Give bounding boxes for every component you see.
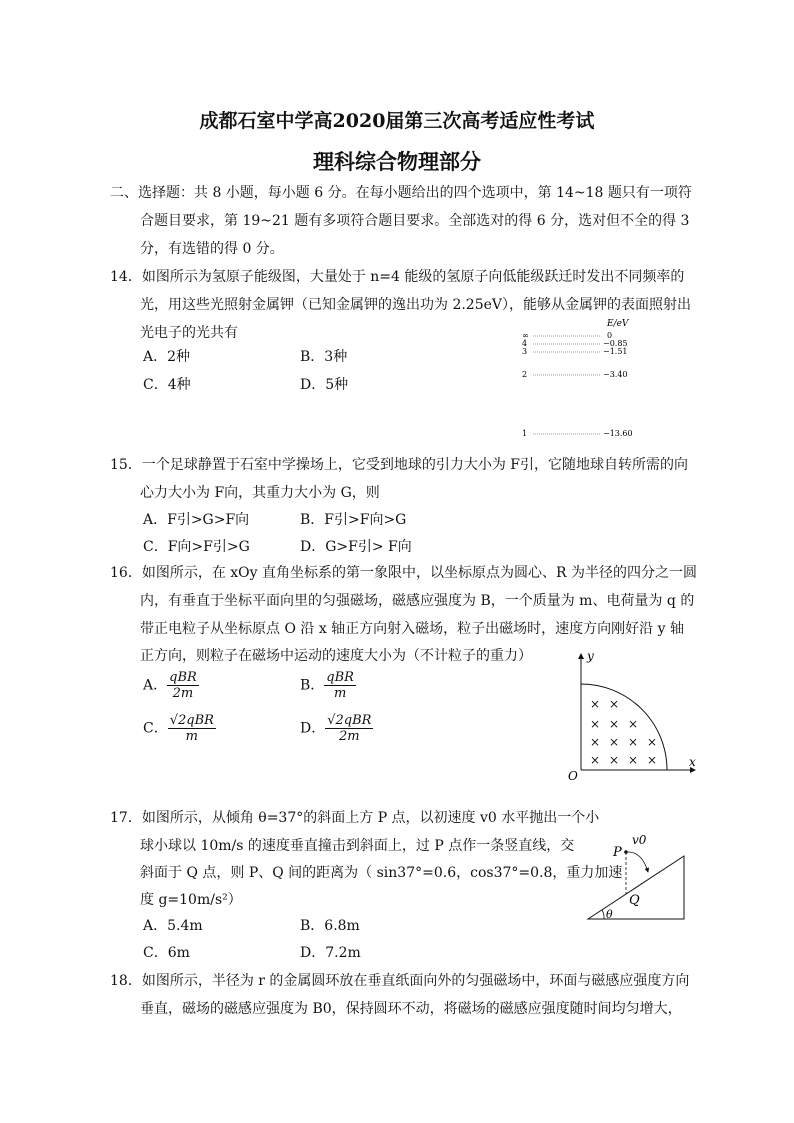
- level-e-1: −13.60: [603, 429, 633, 438]
- exam-title: 成都石室中学高2020届第三次高考适应性考试: [199, 110, 595, 132]
- level-n-3: 3: [522, 347, 528, 356]
- level-n-4: 4: [522, 339, 528, 348]
- level-e-inf: 0: [607, 331, 613, 340]
- q14-option-c[interactable]: C．4种: [143, 377, 191, 393]
- q16-option-c[interactable]: [143, 713, 216, 744]
- cross-mark: ×: [628, 735, 639, 749]
- q15-option-c[interactable]: C．F向>F引>G: [143, 539, 250, 555]
- cross-mark: ×: [609, 735, 620, 749]
- q14-line-1: 14．如图所示为氢原子能级图，大量处于 n=4 能级的氢原子向低能级跃迁时发出不同频率的: [110, 269, 685, 285]
- q16-line-2: 内，有垂直于坐标平面向里的匀强磁场，磁感应强度为 B，一个质量为 m、电荷量为 q 的: [140, 593, 695, 609]
- cross-mark: ×: [590, 697, 601, 711]
- q17-option-a[interactable]: A．5.4m: [143, 918, 203, 934]
- level-e-4: −0.85: [603, 339, 628, 348]
- x-axis-label: x: [689, 755, 696, 769]
- energy-level-diagram: [515, 314, 645, 444]
- label-p: P: [613, 845, 622, 860]
- q15-option-d[interactable]: D．G>F引> F向: [300, 539, 412, 555]
- q14-option-d[interactable]: D．5种: [300, 377, 349, 393]
- q16-option-b-den: m: [333, 686, 347, 701]
- q16-option-b-num: qBR: [326, 670, 354, 685]
- incline-triangle: [588, 856, 684, 919]
- origin-label: O: [568, 769, 578, 783]
- point-p: [624, 850, 628, 854]
- cross-mark: ×: [609, 753, 620, 767]
- label-q: Q: [629, 893, 640, 908]
- q15-line-1: 15．一个足球静置于石室中学操场上，它受到地球的引力大小为 F引，它随地球自转所需的向: [110, 457, 688, 473]
- q17-line-1: 17．如图所示，从倾角 θ=37°的斜面上方 P 点，以初速度 v0 水平抛出一个小: [110, 810, 600, 826]
- cross-mark: ×: [590, 735, 601, 749]
- q16-option-d-label: D．: [300, 720, 326, 737]
- cross-mark: ×: [609, 697, 620, 711]
- q16-line-4: 正方向，则粒子在磁场中运动的速度大小为（不计粒子的重力）: [140, 648, 532, 664]
- label-theta: θ: [606, 908, 613, 921]
- q14-option-b[interactable]: B．3种: [300, 349, 348, 365]
- q18-line-2: 垂直，磁场的磁感应强度为 B0，保持圆环不动，将磁场的磁感应强度随时间均匀增大，: [140, 1001, 682, 1017]
- q14-line-3: 光电子的光共有: [140, 325, 238, 341]
- q16-option-a-den: 2m: [172, 686, 194, 701]
- q16-option-a-label: A．: [143, 677, 168, 694]
- cross-mark: ×: [647, 735, 658, 749]
- q17-line-4: 度 g=10m/s²）: [140, 892, 242, 908]
- y-axis-label: y: [587, 649, 594, 663]
- q16-line-3: 带正电粒子从坐标原点 O 沿 x 轴正方向射入磁场，粒子出磁场时，速度方向刚好沿 y 轴: [140, 621, 684, 637]
- angle-arc: [602, 910, 604, 919]
- energy-unit-label: E/eV: [607, 319, 629, 329]
- q14-line-2: 光，用这些光照射金属钾（已知金属钾的逸出功为 2.25eV），能够从金属钾的表面照射出: [140, 297, 692, 313]
- q15-line-2: 心力大小为 F向，其重力大小为 G，则: [140, 485, 380, 501]
- level-n-2: 2: [522, 370, 528, 379]
- section-line-1: 二、选择题：共 8 小题，每小题 6 分。在每小题给出的四个选项中，第 14~18 题只有一项符: [110, 185, 692, 201]
- exam-subtitle: 理科综合物理部分: [313, 149, 481, 174]
- q17-line-2: 球小球以 10m/s 的速度垂直撞击到斜面上，过 P 点作一条竖直线，交: [140, 838, 575, 854]
- q14-option-a[interactable]: A．2种: [143, 349, 191, 365]
- q16-line-1: 16．如图所示，在 xOy 直角坐标系的第一象限中，以坐标原点为圆心、R 为半径的四分之一圆: [110, 565, 697, 581]
- q17-line-3: 斜面于 Q 点，则 P、Q 间的距离为（ sin37°=0.6，cos37°=0.8，重力加速: [140, 865, 623, 881]
- q16-option-b-label: B．: [300, 677, 325, 694]
- q17-option-c[interactable]: C．6m: [143, 945, 190, 961]
- cross-mark: ×: [647, 753, 658, 767]
- label-v0: v0: [632, 833, 647, 847]
- level-n-1: 1: [522, 429, 528, 438]
- q16-option-d[interactable]: [300, 713, 373, 744]
- q15-option-a[interactable]: A．F引>G>F向: [143, 512, 250, 528]
- q16-option-d-num: √2qBR: [327, 713, 372, 728]
- level-n-inf: ∞: [522, 331, 529, 340]
- field-crosses: [590, 697, 657, 767]
- q16-option-b[interactable]: [300, 670, 356, 701]
- cross-mark: ×: [590, 753, 601, 767]
- q16-option-c-label: C．: [143, 720, 168, 737]
- q15-option-b[interactable]: B．F引>F向>G: [300, 512, 407, 528]
- cross-mark: ×: [628, 717, 639, 731]
- q16-option-c-den: m: [185, 729, 198, 744]
- trajectory-arrow: [628, 852, 648, 872]
- magnetic-field-diagram: [565, 648, 705, 783]
- level-e-2: −3.40: [603, 370, 628, 379]
- section-line-2: 合题目要求，第 19~21 题有多项符合题目要求。全部选对的得 6 分，选对但不全的得 3: [140, 213, 690, 229]
- level-e-3: −1.51: [603, 347, 628, 356]
- q16-option-a[interactable]: [143, 670, 199, 701]
- cross-mark: ×: [609, 717, 620, 731]
- incline-diagram: [580, 832, 690, 924]
- q16-option-d-den: 2m: [339, 729, 360, 744]
- cross-mark: ×: [628, 753, 639, 767]
- q16-option-a-num: qBR: [169, 670, 197, 685]
- cross-mark: ×: [590, 717, 601, 731]
- q18-line-1: 18．如图所示，半径为 r 的金属圆环放在垂直纸面向外的匀强磁场中，环面与磁感应强度方向: [110, 973, 690, 989]
- section-line-3: 分，有选错的得 0 分。: [140, 241, 284, 257]
- q17-option-b[interactable]: B．6.8m: [300, 918, 360, 934]
- q17-option-d[interactable]: D．7.2m: [300, 945, 361, 961]
- q16-option-c-num: √2qBR: [169, 713, 214, 728]
